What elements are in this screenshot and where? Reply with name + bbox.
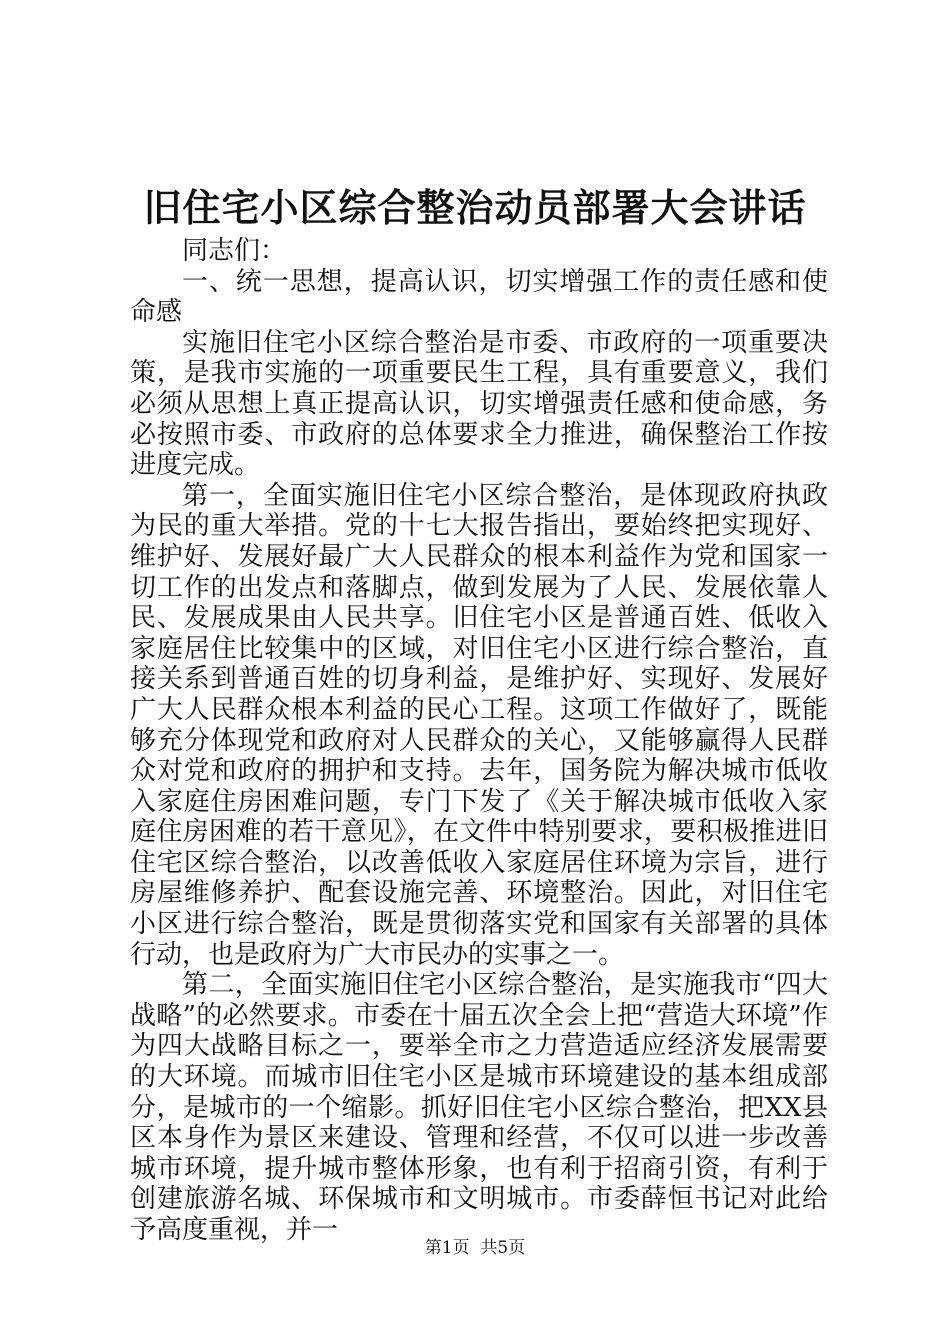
page-footer: 第1页 共5页 bbox=[424, 1238, 526, 1258]
document-body bbox=[130, 236, 828, 1246]
page-title: 旧住宅小区综合整治动员部署大会讲话 bbox=[143, 185, 807, 230]
paragraph: 第一，全面实施旧住宅小区综合整治，是体现政府执政为民的重大举措。党的十七大报告指出，要始终把实现好、维护好、发展好最广大人民群众的根本利益作为党和国家一切工作的出发点和落脚点，做到发展为了人民、发展依靠人民、发展成果由人民共享。旧住宅小区是普通百姓、低收入家庭居住比较集中的区域，对旧住宅小区进行综合整治，直接关系到普通百姓的切身利益，是维护好、实现好、发展好广大人民群众根本利益的民心工程。这项工作做好了，既能够充分体现党和政府对人民群众的关心，又能够赢得人民群众对党和政府的拥护和支持。去年，国务院为解决城市低收入家庭住房困难问题，专门下发了《关于解决城市低收入家庭住房困难的若干意见》，在文件中特别要求，要积极推进旧住宅区综合整治，以改善低收入家庭居住环境为宗旨，进行房屋维修养护、配套设施完善、环境整治。因此，对旧住宅小区进行综合整治，既是贯彻落实党和国家有关部署的具体行动，也是政府为广大市民办的实事之一。 bbox=[130, 480, 828, 970]
paragraph: 实施旧住宅小区综合整治是市委、市政府的一项重要决策，是我市实施的一项重要民生工程，具有重要意义，我们必须从思想上真正提高认识，切实增强责任感和使命感，务必按照市委、市政府的总体要求全力推进，确保整治工作按进度完成。 bbox=[130, 327, 828, 481]
section-heading: 一、统一思想，提高认识，切实增强工作的责任感和使命感 bbox=[130, 266, 828, 328]
paragraph: 第二，全面实施旧住宅小区综合整治，是实施我市“四大战略”的必然要求。市委在十届五次全会上把“营造大环境”作为四大战略目标之一，要举全市之力营造适应经济发展需要的大环境。而城市旧住宅小区是城市环境建设的基本组成部分，是城市的一个缩影。抓好旧住宅小区综合整治，把XX县区本身作为景区来建设、管理和经营，不仅可以进一步改善城市环境，提升城市整体形象，也有利于招商引资，有利于创建旅游名城、环保城市和文明城市。市委薛恒书记对此给予高度重视，并一 bbox=[130, 970, 828, 1245]
salutation: 同志们： bbox=[182, 236, 287, 266]
